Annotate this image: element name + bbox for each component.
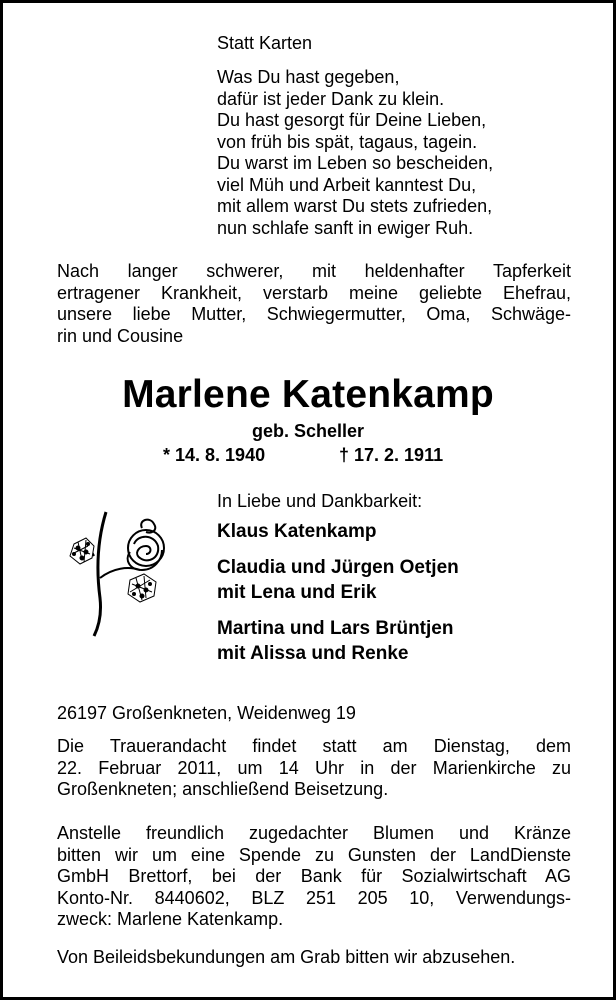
intro-line: ertragener Krankheit, verstarb meine geliebte Ehefrau, <box>57 282 571 303</box>
donation-line: Anstelle freundlich zugedachter Blumen und Kränze <box>57 823 571 843</box>
poem-line: nun schlafe sanft in ewiger Ruh. <box>217 217 474 238</box>
deceased-name: Marlene Katenkamp <box>122 373 494 416</box>
mourner-line: Martina und Lars Brüntjen <box>217 618 454 639</box>
donation-line: zweck: Marlene Katenkamp. <box>57 909 284 929</box>
intro-paragraph <box>57 261 571 347</box>
address: 26197 Großenkneten, Weidenweg 19 <box>57 703 356 723</box>
mourners-intro: In Liebe und Dankbarkeit: <box>217 491 423 511</box>
service-line: 22. Februar 2011, um 14 Uhr in der Marienkirche zu <box>57 757 571 778</box>
statt-karten-label: Statt Karten <box>217 33 313 53</box>
mourner-line: mit Lena und Erik <box>217 582 377 603</box>
poem <box>217 67 557 239</box>
service-paragraph <box>57 736 571 801</box>
maiden-name: geb. Scheller <box>251 421 365 441</box>
donation-line: GmbH Brettorf, bei der Bank für Sozialwirtschaft AG <box>57 866 571 886</box>
mourner-line: Klaus Katenkamp <box>217 521 377 542</box>
closing-note: Von Beileidsbekundungen am Grab bitten wir abzusehen. <box>57 947 516 967</box>
rose-icon <box>58 508 178 638</box>
intro-line: unsere liebe Mutter, Schwiegermutter, Oma, Schwäge- <box>57 304 571 324</box>
death-date: † 17. 2. 1911 <box>339 445 444 465</box>
poem-line: mit allem warst Du stets zufrieden, <box>217 196 493 216</box>
poem-line: dafür ist jeder Dank zu klein. <box>217 88 445 109</box>
poem-line: viel Müh und Arbeit kanntest Du, <box>217 174 477 195</box>
intro-line: Nach langer schwerer, mit heldenhafter Tapferkeit <box>57 261 571 281</box>
poem-line: Du hast gesorgt für Deine Lieben, <box>217 110 487 130</box>
donation-line: bitten wir um eine Spende zu Gunsten der LandDienste <box>57 844 571 865</box>
poem-line: Du warst im Leben so bescheiden, <box>217 153 494 173</box>
mourner-line: Claudia und Jürgen Oetjen <box>217 557 459 578</box>
donation-paragraph <box>57 823 571 931</box>
poem-line: Was Du hast gegeben, <box>217 67 400 87</box>
donation-line: Konto-Nr. 8440602, BLZ 251 205 10, Verwendungs- <box>57 887 571 908</box>
mourner-line: mit Alissa und Renke <box>217 643 409 664</box>
birth-date: * 14. 8. 1940 <box>163 445 266 465</box>
poem-line: von früh bis spät, tagaus, tagein. <box>217 131 478 152</box>
intro-line: rin und Cousine <box>57 325 184 346</box>
service-line: Die Trauerandacht findet statt am Dienstag, dem <box>57 736 571 756</box>
service-line: Großenkneten; anschließend Beisetzung. <box>57 779 389 799</box>
